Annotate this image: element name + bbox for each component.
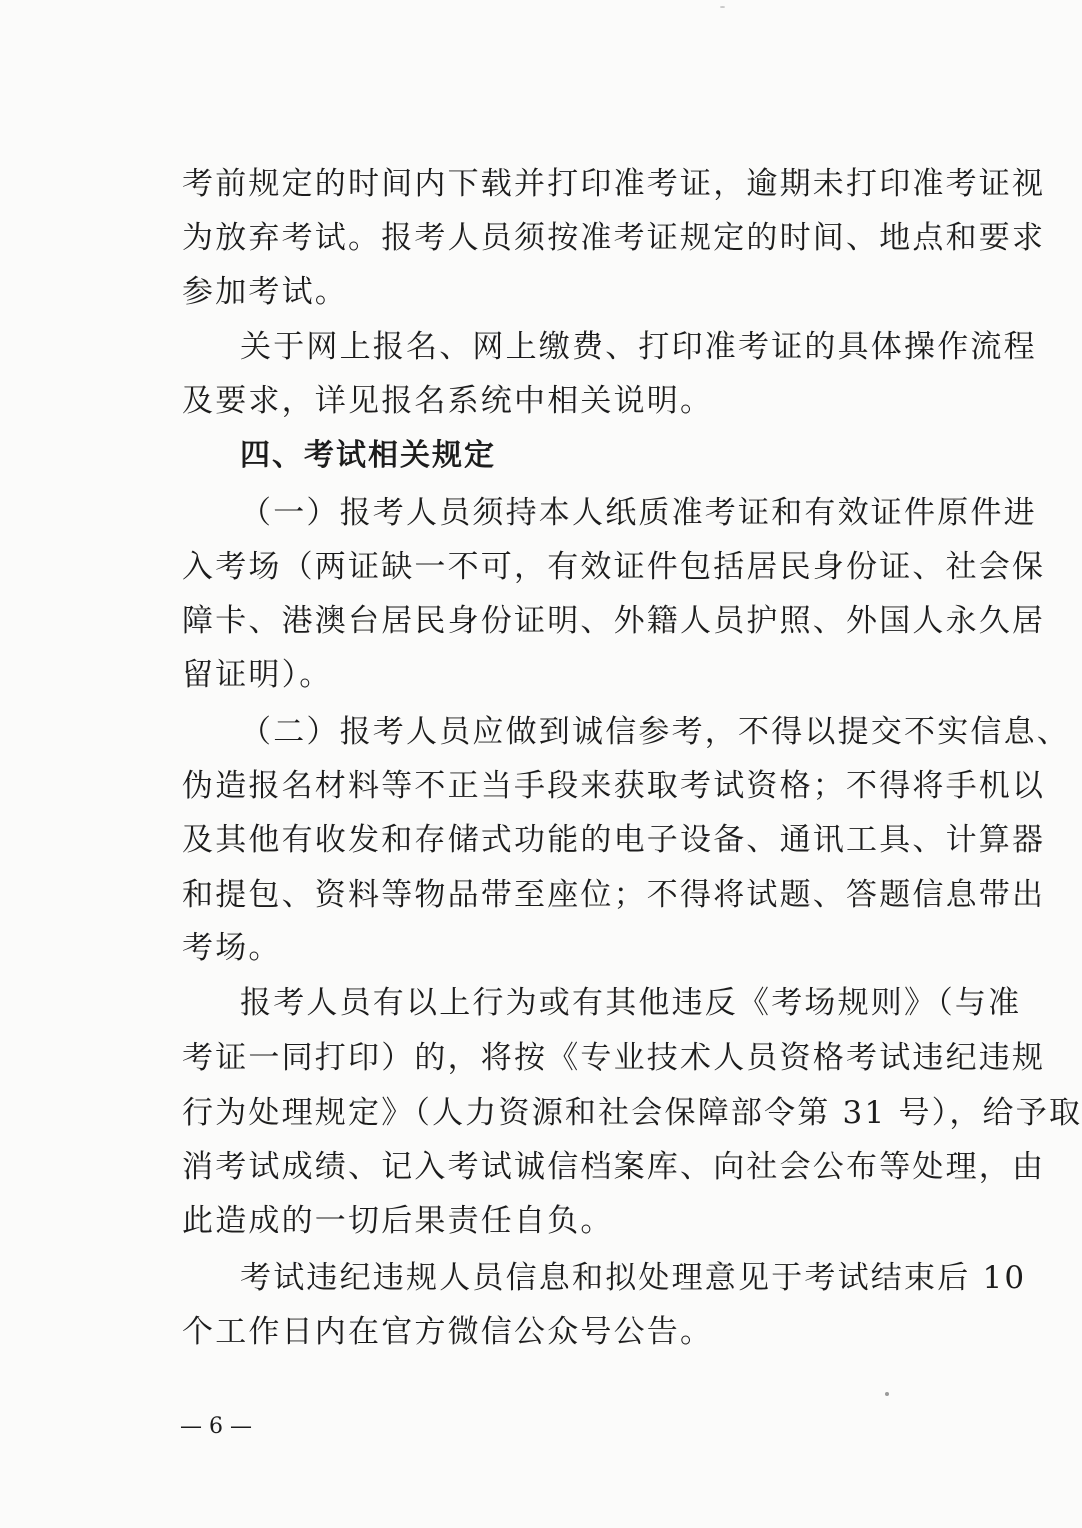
paragraph-line: 报考人员有以上行为或有其他违反《考场规则》（与准 xyxy=(240,985,1022,1021)
paragraph-line: 此造成的一切后果责任自负。 xyxy=(182,1203,614,1239)
paragraph-line: 参加考试。 xyxy=(182,274,348,310)
paragraph-line: （一）报考人员须持本人纸质准考证和有效证件原件进 xyxy=(240,495,1037,531)
paragraph-line: 考证一同打印）的，将按《专业技术人员资格考试违纪违规 xyxy=(182,1040,1046,1076)
paragraph-line: 入考场（两证缺一不可，有效证件包括居民身份证、社会保 xyxy=(182,549,1046,585)
paragraph-line: 考前规定的时间内下载并打印准考证，逾期未打印准考证视 xyxy=(182,166,1046,202)
paragraph-line: 关于网上报名、网上缴费、打印准考证的具体操作流程 xyxy=(240,329,1037,365)
section-heading: 四、考试相关规定 xyxy=(240,438,496,473)
paragraph-line: 留证明）。 xyxy=(182,657,333,693)
paragraph-line: 考场。 xyxy=(182,930,282,966)
paragraph-line: 为放弃考试。报考人员须按准考证规定的时间、地点和要求 xyxy=(182,220,1046,256)
paragraph-line: 伪造报名材料等不正当手段来获取考试资格；不得将手机以 xyxy=(182,768,1046,804)
scan-speck xyxy=(720,6,725,8)
paragraph-line: 障卡、港澳台居民身份证明、外籍人员护照、外国人永久居 xyxy=(182,603,1046,639)
paragraph-line: 及其他有收发和存储式功能的电子设备、通讯工具、计算器 xyxy=(182,822,1046,858)
paragraph-line: 消考试成绩、记入考试诚信档案库、向社会公布等处理，由 xyxy=(182,1149,1046,1185)
paragraph-line: 个工作日内在官方微信公众号公告。 xyxy=(182,1314,714,1350)
page-number: — 6 — xyxy=(180,1414,252,1439)
scan-speck xyxy=(885,1392,889,1396)
paragraph-line: （二）报考人员应做到诚信参考，不得以提交不实信息、 xyxy=(240,714,1070,750)
paragraph-line: 考试违纪违规人员信息和拟处理意见于考试结束后 10 xyxy=(240,1260,1027,1296)
paragraph-line: 及要求，详见报名系统中相关说明。 xyxy=(182,383,714,419)
paragraph-line: 和提包、资料等物品带至座位；不得将试题、答题信息带出 xyxy=(182,877,1046,913)
paragraph-line: 行为处理规定》（人力资源和社会保障部令第 31 号），给予取 xyxy=(182,1095,1082,1131)
